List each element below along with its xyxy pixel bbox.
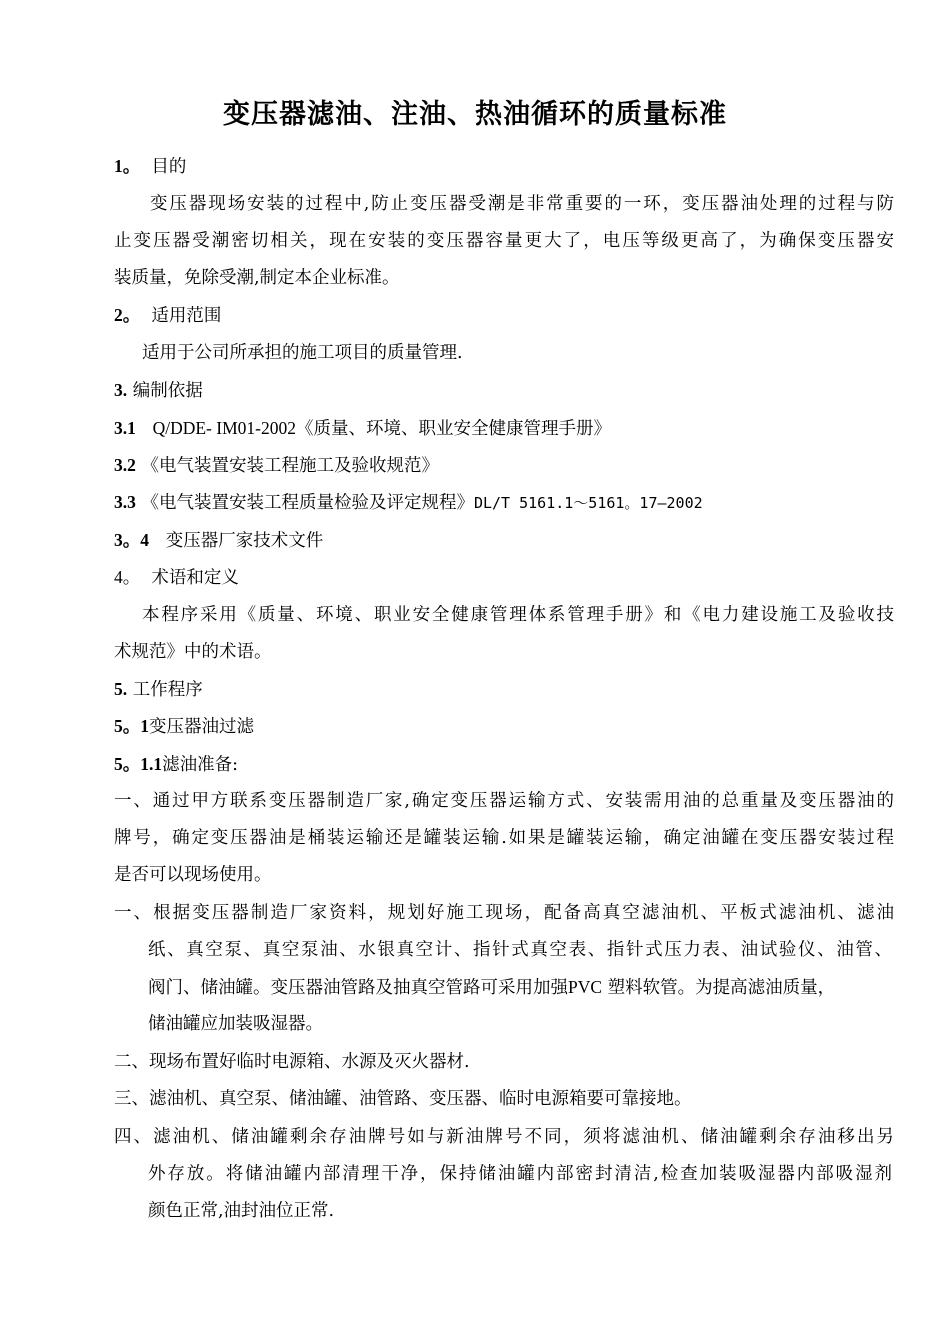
section-4-heading [114, 565, 894, 590]
list-item-line: 一、通过甲方联系变压器制造厂家,确定变压器运输方式、安装需用油的总重量及变压器油的 [114, 791, 894, 811]
list-item-line [148, 975, 892, 1000]
section-5-1-1-heading [114, 752, 894, 777]
document-title: 变压器滤油、注油、热油循环的质量标准 [223, 99, 727, 130]
list-item-line: 颜色正常,油封油位正常. [148, 1201, 335, 1221]
list-item-line: 牌号，确定变压器油是桶装运输还是罐装运输.如果是罐装运输，确定油罐在变压器安装过程 [114, 828, 894, 848]
reference-title: 《电气装置安装工程施工及验收规范》 [141, 456, 439, 476]
reference-3-2 [114, 453, 894, 478]
list-item-text: 塑料软管。为提高滤油质量， [607, 978, 836, 998]
section-number: 1。 [114, 156, 141, 176]
section-title: 目的 [151, 157, 187, 177]
list-item-text: PVC [568, 977, 603, 997]
reference-3-1 [114, 416, 894, 441]
section-title: 变压器油过滤 [149, 717, 254, 737]
reference-title: 变压器厂家技术文件 [165, 531, 324, 551]
list-item-line: 三、滤油机、真空泵、储油罐、油管路、变压器、临时电源箱要可靠接地。 [114, 1089, 692, 1109]
list-item-line: 外存放。将储油罐内部清理干净，保持储油罐内部密封清洁,检查加装吸湿器内部吸湿剂 [148, 1164, 892, 1184]
section-number: 5。1 [114, 716, 149, 736]
list-item-line: 纸、真空泵、真空泵油、水银真空计、指针式真空表、指针式压力表、油试验仪、油管、 [148, 940, 892, 960]
list-item-line: 储油罐应加装吸湿器。 [148, 1014, 323, 1034]
reference-3-4 [114, 528, 894, 553]
section-5-1-heading [114, 714, 894, 739]
reference-code: DL/T 5161.1～5161。17—2002 [473, 494, 703, 512]
paragraph-line: 变压器现场安装的过程中,防止变压器受潮是非常重要的一环，变压器油处理的过程与防 [150, 194, 894, 214]
section-5-heading [114, 677, 894, 702]
reference-3-3 [114, 490, 894, 515]
section-title: 滤油准备: [162, 755, 239, 775]
section-number: 3.1 [114, 418, 136, 438]
section-number: 2。 [114, 305, 141, 325]
section-title: 术语和定义 [151, 568, 239, 588]
list-item-text: 阀门、储油罐。变压器油管路及抽真空管路可采用加强 [148, 978, 568, 998]
section-number: 3。4 [114, 530, 149, 550]
list-item-line: 一、根据变压器制造厂家资料，规划好施工现场，配备高真空滤油机、平板式滤油机、滤油 [114, 903, 894, 923]
paragraph-line: 适用于公司所承担的施工项目的质量管理. [142, 343, 463, 363]
list-item-line: 是否可以现场使用。 [114, 865, 272, 885]
paragraph-line: 止变压器受潮密切相关，现在安装的变压器容量更大了，电压等级更高了，为确保变压器安 [114, 231, 894, 251]
list-item-line: 二、现场布置好临时电源箱、水源及灭火器材. [114, 1052, 470, 1072]
reference-title: 《质量、环境、职业安全健康管理手册》 [295, 419, 611, 439]
section-title: 工作程序 [132, 680, 203, 700]
section-1-heading [114, 154, 894, 179]
section-number: 3.2 [114, 455, 136, 475]
section-title: 编制依据 [132, 381, 203, 401]
section-2-heading [114, 303, 894, 328]
paragraph-line: 术规范》中的术语。 [114, 642, 272, 662]
list-item-line: 四、滤油机、储油罐剩余存油牌号如与新油牌号不同，须将滤油机、储油罐剩余存油移出另 [114, 1127, 894, 1147]
section-number: 4。 [114, 567, 141, 587]
section-number: 3.3 [114, 492, 136, 512]
section-3-heading [114, 378, 894, 403]
reference-code: Q/DDE- IM01-2002 [152, 418, 296, 438]
section-number: 5. [114, 679, 128, 699]
paragraph-line: 装质量，免除受潮,制定本企业标准。 [114, 268, 400, 288]
reference-title: 《电气装置安装工程质量检验及评定规程》 [141, 493, 474, 513]
section-title: 适用范围 [151, 306, 222, 326]
section-number: 3. [114, 380, 128, 400]
section-number: 5。1.1 [114, 754, 163, 774]
paragraph-line: 本程序采用《质量、环境、职业安全健康管理体系管理手册》和《电力建设施工及验收技 [142, 605, 894, 625]
